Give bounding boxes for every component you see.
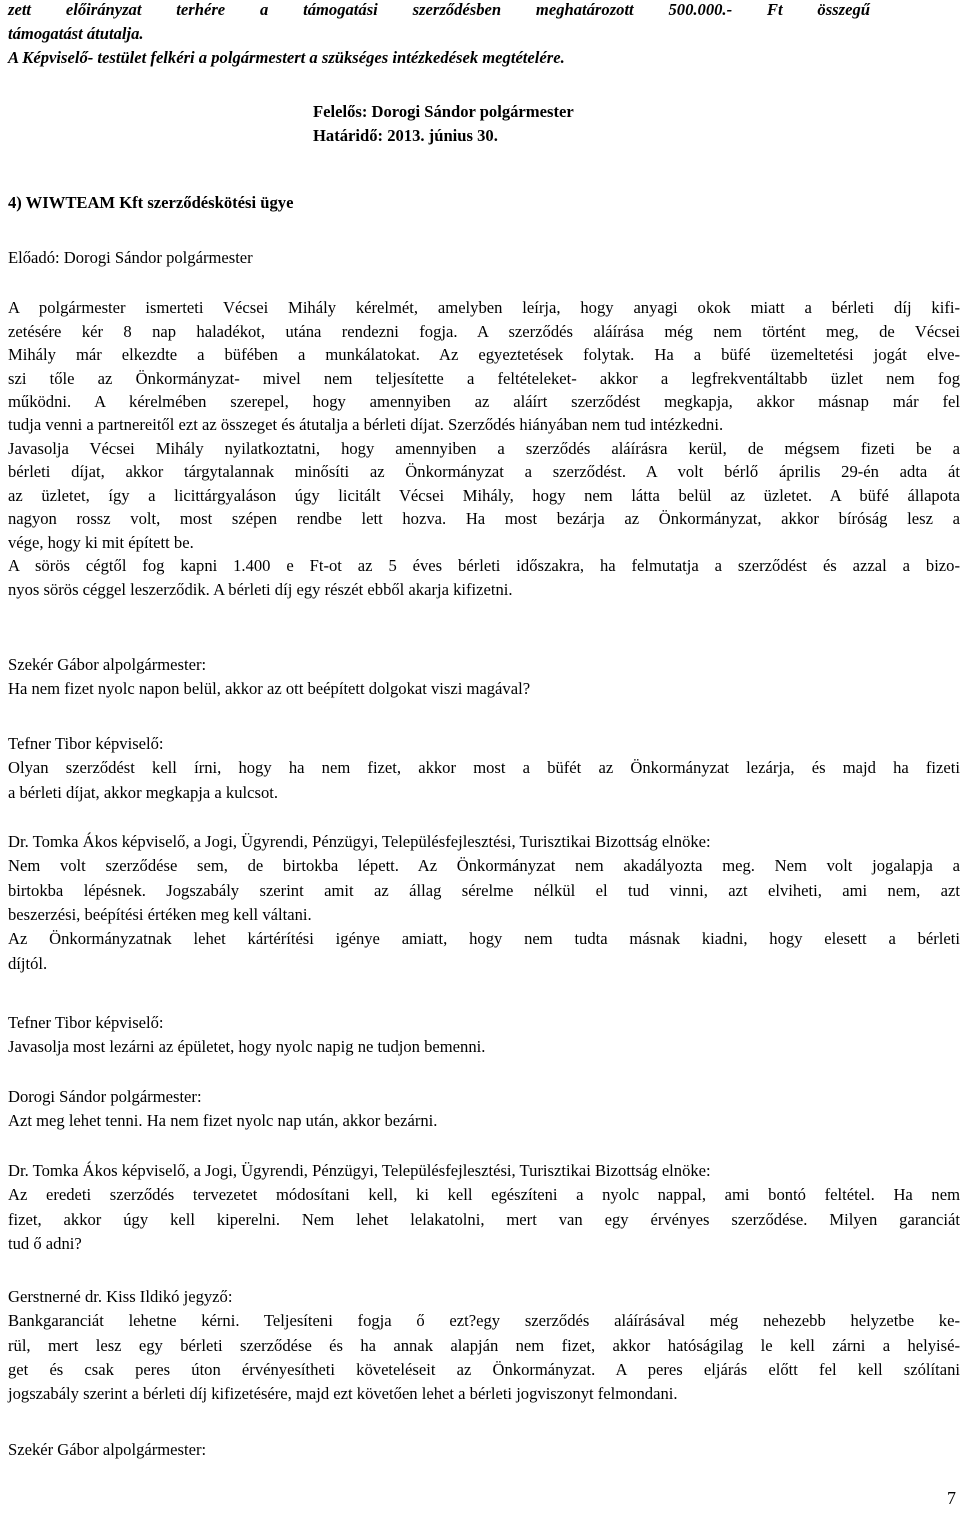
statement-line: a bérleti díjat, akkor megkapja a kulcsot.: [8, 782, 279, 802]
paragraph-line: Javasolja Vécsei Mihály nyilatkoztatni, hogy amennyiben a szerződés aláírásra kerül, de mégsem fizeti be a: [8, 439, 960, 458]
paragraph-line: az üzletet, így a licittárgyaláson úgy licitált Vécsei Mihály, hogy nem látta belül az üzletet. A büfé állapota: [8, 486, 960, 505]
statement-line: rül, mert lesz egy bérleti szerződése és ha annak alapján nem fizet, akkor hatóságilag le kell zárni a helyisé-: [8, 1335, 960, 1355]
page-number: 7: [947, 1488, 956, 1508]
paragraph-line: szi tőle az Önkormányzat- mivel nem teljesítette a feltételeket- akkor a legfrekventáltabb üzlet nem fog: [8, 369, 960, 388]
deadline-line: Határidő: 2013. június 30.: [313, 126, 498, 145]
paragraph-line: A sörös cégtől fog kapni 1.400 e Ft-ot az 5 éves bérleti időszakra, ha felmutatja a szerződést és azzal a bizo-: [8, 556, 960, 575]
paragraph-line: működni. A kérelmében szerepel, hogy amennyiben az aláírt szerződést megkapja, akkor másnap már fel: [8, 392, 960, 411]
paragraph-line: vége, hogy ki mit épített be.: [8, 533, 194, 552]
speaker-label: Gerstnerné dr. Kiss Ildikó jegyző:: [8, 1287, 233, 1306]
statement-line: fizet, akkor úgy kell kiperelni. Nem lehet lelakatolni, mert van egy érvényes szerződése. Milyen garanciát: [8, 1209, 960, 1229]
speaker-label: Tefner Tibor képviselő:: [8, 1013, 164, 1032]
presenter-line: Előadó: Dorogi Sándor polgármester: [8, 248, 253, 267]
statement-line: Az eredeti szerződés tervezetet módosítani kell, ki kell egészíteni a nyolc nappal, ami bontó feltétel. Ha nem: [8, 1185, 960, 1205]
statement-line: Bankgaranciát lehetne kérni. Teljesíteni fogja ő ezt?egy szerződés aláírásával még nehezebb helyzetbe ke-: [8, 1311, 960, 1331]
section-title: 4) WIWTEAM Kft szerződéskötési ügye: [8, 193, 294, 212]
statement-line: jogszabály szerint a bérleti díj kifizetésére, majd ezt követően lehet a bérleti jogviszonyt felmondani.: [8, 1384, 678, 1404]
intro-line-2: támogatást átutalja.: [8, 24, 144, 43]
statement-line: Azt meg lehet tenni. Ha nem fizet nyolc nap után, akkor bezárni.: [8, 1111, 438, 1131]
statement-line: tud ő adni?: [8, 1233, 82, 1253]
statement-line: beszerzési, beépítési értéken meg kell váltani.: [8, 904, 312, 924]
speaker-label: Dorogi Sándor polgármester:: [8, 1087, 202, 1106]
speaker-label: Dr. Tomka Ákos képviselő, a Jogi, Ügyrendi, Pénzügyi, Településfejlesztési, Turisztikai Bizottság elnöke:: [8, 1161, 711, 1180]
statement-line: get és csak peres úton érvényesítheti követeléseit az Önkormányzat. A peres eljárás előtt fel kell szólítani: [8, 1359, 960, 1379]
paragraph-line: bérleti díjat, akkor tárgytalannak minősíti az Önkormányzat a szerződést. A volt bérlő április 29-én adta át: [8, 462, 960, 481]
intro-line-1: zett előirányzat terhére a támogatási szerződésben meghatározott 500.000.- Ft összegű: [8, 0, 870, 19]
speaker-label: Dr. Tomka Ákos képviselő, a Jogi, Ügyrendi, Pénzügyi, Településfejlesztési, Turisztikai Bizottság elnöke:: [8, 832, 711, 851]
speaker-label: Szekér Gábor alpolgármester:: [8, 655, 207, 674]
intro-line-3: A Képviselő- testület felkéri a polgármestert a szükséges intézkedések megtételére.: [8, 48, 565, 67]
speaker-label: Szekér Gábor alpolgármester:: [8, 1440, 207, 1459]
paragraph-line: zetésére kér 8 nap haladékot, utána rendezni fogja. A szerződés aláírása még nem történt meg, de Vécsei: [8, 322, 960, 341]
statement-line: Nem volt szerződése sem, de birtokba lépett. Az Önkormányzat nem akadályozta meg. Nem volt jogalapja a: [8, 856, 960, 876]
paragraph-line: A polgármester ismerteti Vécsei Mihály kérelmét, amelyben leírja, hogy anyagi okok miatt a bérleti díj kifi-: [8, 298, 960, 317]
statement-line: Olyan szerződést kell írni, hogy ha nem fizet, akkor most a büfét az Önkormányzat lezárja, és majd ha fizeti: [8, 758, 960, 778]
paragraph-line: nagyon rossz volt, most szépen rendbe lett hozva. Ha most bezárja az Önkormányzat, akkor bíróság lesz a: [8, 509, 960, 528]
statement-line: Javasolja most lezárni az épületet, hogy nyolc napig ne tudjon bemenni.: [8, 1037, 486, 1057]
statement-line: Ha nem fizet nyolc napon belül, akkor az ott beépített dolgokat viszi magával?: [8, 679, 531, 699]
statement-line: díjtól.: [8, 953, 48, 973]
responsible-line: Felelős: Dorogi Sándor polgármester: [313, 102, 574, 121]
paragraph-line: Mihály már elkezdte a büfében a munkálatokat. Az egyeztetések folytak. Ha a büfé üzemeltetési jogát elve-: [8, 345, 960, 364]
statement-line: birtokba lépésnek. Jogszabály szerint amit az állag sérelme nélkül el tud vinni, azt elviheti, ami nem, azt: [8, 880, 960, 900]
speaker-label: Tefner Tibor képviselő:: [8, 734, 164, 753]
paragraph-line: tudja venni a partnereitől ezt az összeget és átutalja a bérleti díjat. Szerződés hiányában nem tud intézkedni.: [8, 415, 724, 434]
paragraph-line: nyos sörös céggel leszerződik. A bérleti díj egy részét ebből akarja kifizetni.: [8, 580, 513, 599]
statement-line: Az Önkormányzatnak lehet kártérítési igénye amiatt, hogy nem tudta másnak kiadni, hogy elesett a bérleti: [8, 929, 960, 949]
